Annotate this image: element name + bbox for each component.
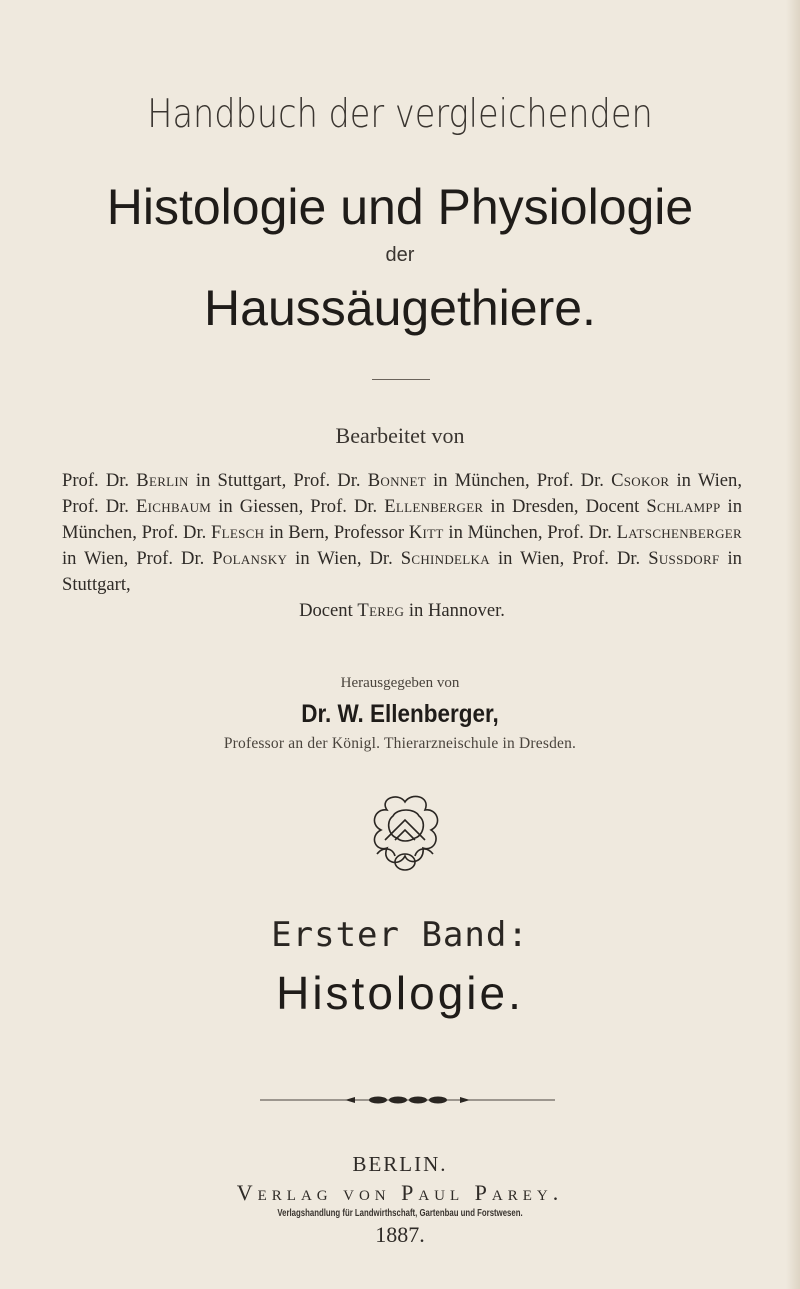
contributor-entry	[62, 598, 742, 624]
contributor-name: Flesch	[211, 522, 265, 543]
contributor-title: Prof. Dr.	[572, 548, 649, 569]
imprint-publisher: Verlag von Paul Parey.	[236, 1180, 564, 1205]
title-divider	[372, 379, 430, 380]
contributor-name: Tereg	[357, 600, 405, 621]
contributor-title: Dr.	[369, 548, 401, 569]
contributor-title: Docent	[299, 600, 358, 621]
contributor-location: in Stuttgart,	[62, 548, 742, 595]
contributor-name: Sussdorf	[648, 548, 720, 569]
contributor-location: in Bern,	[264, 522, 334, 543]
contributor-entry	[369, 548, 572, 569]
contributor-list	[62, 468, 742, 624]
contributor-name: Latschenberger	[616, 522, 742, 543]
contributor-name: Schindelka	[400, 548, 490, 569]
contributor-title: Prof. Dr.	[62, 496, 136, 517]
ornamental-divider-icon	[260, 1090, 555, 1110]
contributor-title: Prof. Dr.	[547, 522, 617, 543]
contributor-name: Csokor	[611, 470, 670, 491]
contributor-location: in Wien,	[489, 548, 573, 569]
contributor-title: Prof. Dr.	[141, 522, 212, 543]
contributor-location: in Stuttgart,	[188, 470, 294, 491]
contributor-name: Schlampp	[646, 496, 721, 517]
contributor-title: Prof. Dr.	[293, 470, 368, 491]
title-line-2: Histologie und Physiologie	[106, 179, 694, 235]
volume-label: Erster Band:	[271, 915, 529, 955]
contributor-name: Bonnet	[367, 470, 426, 491]
contributor-entry	[334, 522, 547, 543]
editor-name: Dr. W. Ellenberger,	[301, 700, 499, 728]
contributor-entry	[142, 522, 334, 543]
contributor-title: Professor	[333, 522, 409, 543]
contributor-location: in Wien,	[287, 548, 370, 569]
contributor-title: Docent	[585, 496, 647, 517]
contributor-name: Kitt	[408, 522, 444, 543]
contributor-name: Ellenberger	[384, 496, 484, 517]
editor-role: Professor an der Königl. Thierarzneischule in Dresden.	[223, 735, 577, 752]
contributor-location: in Wien,	[62, 548, 137, 569]
contributor-name: Berlin	[136, 470, 189, 491]
contributor-entry	[537, 470, 742, 491]
imprint-city: BERLIN.	[352, 1152, 448, 1176]
contributor-location: in Hannover.	[404, 600, 505, 621]
contributor-location: in Wien,	[669, 470, 742, 491]
publisher-monogram-icon	[357, 790, 457, 880]
imprint-description: Verlagshandlung für Landwirthschaft, Gartenbau und Forstwesen.	[277, 1208, 523, 1219]
title-line-3: der	[385, 244, 415, 266]
contributor-entry	[136, 548, 369, 569]
contributor-name: Polansky	[212, 548, 288, 569]
contributor-entry	[62, 496, 310, 517]
contributor-location: in Dresden,	[483, 496, 586, 517]
contributor-location: in München,	[425, 470, 537, 491]
contributor-location: in München,	[62, 496, 742, 543]
contributors-intro: Bearbeitet von	[335, 423, 465, 448]
contributor-title: Prof. Dr.	[310, 496, 385, 517]
contributor-entry	[310, 496, 585, 517]
contributor-location: in Giessen,	[211, 496, 311, 517]
title-line-1: Handbuch der vergleichenden	[147, 92, 653, 137]
title-line-4: Haussäugethiere.	[204, 280, 596, 336]
volume-subject: Histologie.	[276, 967, 524, 1019]
imprint-year: 1887.	[375, 1222, 425, 1247]
editor-intro: Herausgegeben von	[340, 675, 460, 691]
contributor-entry	[62, 470, 293, 491]
contributor-name: Eichbaum	[136, 496, 212, 517]
contributor-location: in München,	[443, 522, 548, 543]
contributor-entry	[293, 470, 536, 491]
contributor-title: Prof. Dr.	[536, 470, 612, 491]
contributor-title: Prof. Dr.	[136, 548, 213, 569]
contributor-title: Prof. Dr.	[62, 470, 137, 491]
